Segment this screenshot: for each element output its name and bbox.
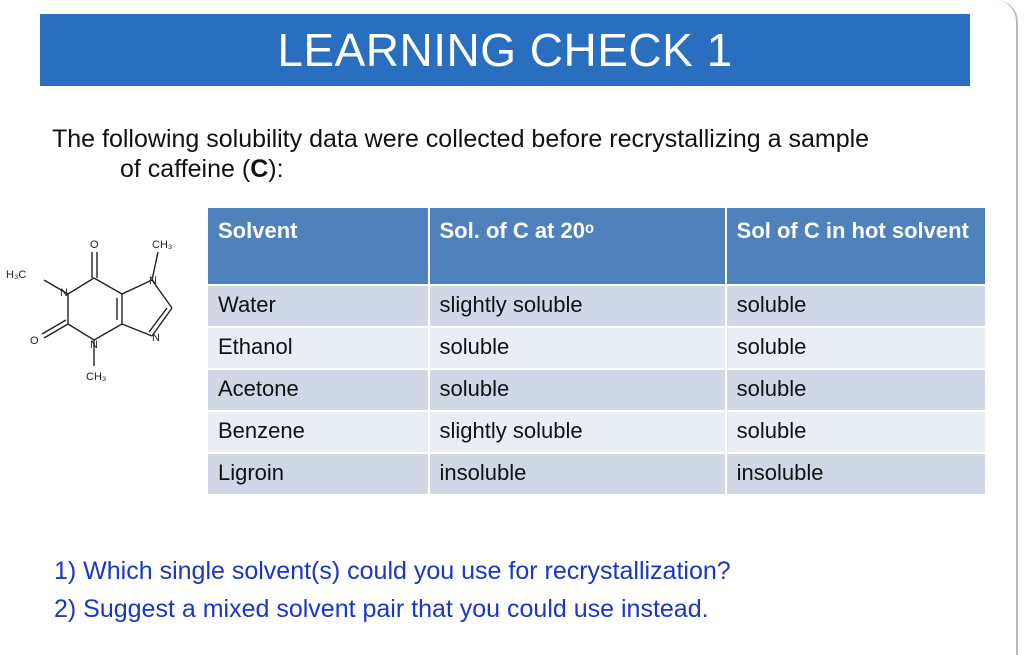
methyl-label-top: CH₃ <box>152 239 173 251</box>
table-row <box>207 411 986 453</box>
table-cell: Ethanol <box>207 327 429 369</box>
header-sol-20: Sol. of C at 20ᵒ <box>429 207 726 285</box>
nitrogen-label-9: N <box>152 332 160 344</box>
table-cell: soluble <box>726 369 986 411</box>
table-cell: Water <box>207 285 429 327</box>
table-cell: slightly soluble <box>429 285 726 327</box>
oxygen-label-top: O <box>90 239 99 251</box>
table-cell: insoluble <box>726 453 986 495</box>
question-1: 1) Which single solvent(s) could you use for recrystallization? <box>54 557 731 585</box>
table-cell: soluble <box>726 327 986 369</box>
table-cell: Acetone <box>207 369 429 411</box>
table-cell: slightly soluble <box>429 411 726 453</box>
questions-list <box>54 552 731 628</box>
table-cell: soluble <box>726 285 986 327</box>
nitrogen-label-3: N <box>90 339 98 351</box>
table-cell: Benzene <box>207 411 429 453</box>
table-row <box>207 327 986 369</box>
nitrogen-label-1: N <box>60 287 68 299</box>
table-row <box>207 369 986 411</box>
oxygen-label-left: O <box>30 335 39 347</box>
table-cell: soluble <box>429 369 726 411</box>
intro-text <box>52 124 1002 184</box>
table-row <box>207 453 986 495</box>
caffeine-symbol: C <box>250 155 269 183</box>
intro-line-2-prefix: of caffeine ( <box>120 155 251 183</box>
intro-line-2-suffix: ): <box>268 155 284 183</box>
table-cell: insoluble <box>429 453 726 495</box>
table-header-row <box>207 207 986 285</box>
title-bar <box>40 14 970 86</box>
table-cell: soluble <box>429 327 726 369</box>
caffeine-structure-diagram <box>6 228 196 388</box>
slide-title: LEARNING CHECK 1 <box>277 24 733 76</box>
question-2: 2) Suggest a mixed solvent pair that you could use instead. <box>54 595 709 623</box>
methyl-label-left: H₃C <box>6 269 27 281</box>
table-cell: Ligroin <box>207 453 429 495</box>
intro-line-1: The following solubility data were collected before recrystallizing a sample <box>52 125 870 153</box>
nitrogen-label-7: N <box>149 275 157 287</box>
solubility-table <box>206 206 987 496</box>
intro-line-2 <box>52 154 1002 184</box>
header-sol-hot: Sol of C in hot solvent <box>726 207 986 285</box>
table-row <box>207 285 986 327</box>
header-solvent: Solvent <box>207 207 429 285</box>
table-cell: soluble <box>726 411 986 453</box>
methyl-label-bottom: CH₃ <box>86 371 107 383</box>
